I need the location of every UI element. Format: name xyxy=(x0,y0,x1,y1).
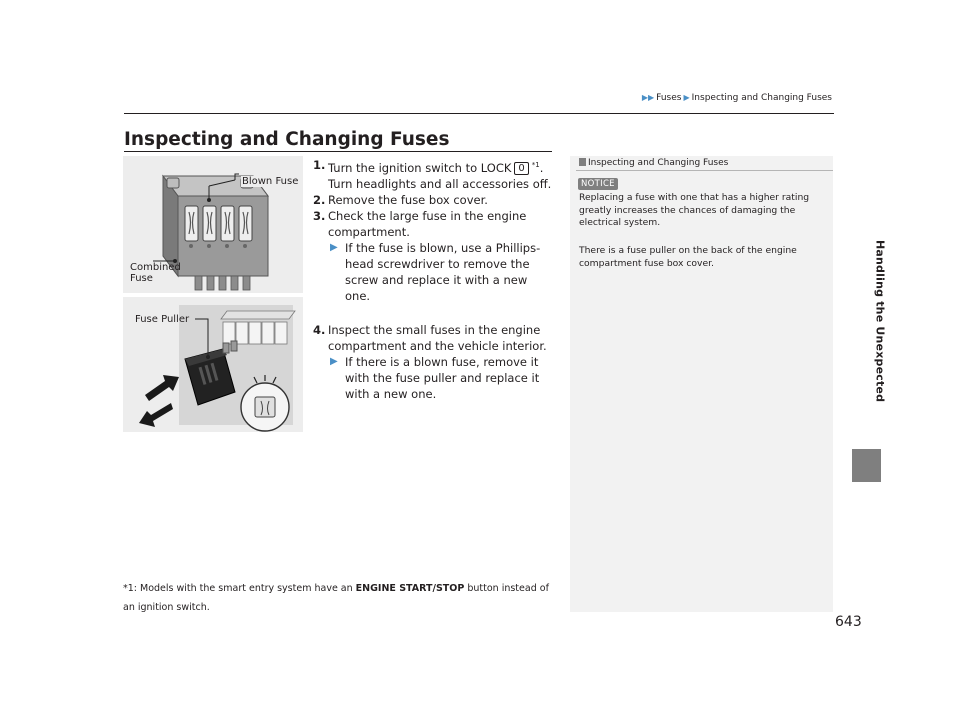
breadcrumb-arrow-icon: ▶▶ xyxy=(641,93,655,102)
step-text-cont: . Turn headlights and all accessories off. xyxy=(328,160,552,191)
step-2 xyxy=(313,192,555,208)
footnote xyxy=(123,579,563,617)
footnote-marker: *1: xyxy=(123,583,137,594)
key-position-icon: 0 xyxy=(514,162,528,175)
step-text: Check the large fuse in the engine compartment. xyxy=(328,208,527,239)
step-4 xyxy=(313,322,555,354)
note-divider xyxy=(576,170,833,171)
step-3-substep xyxy=(328,240,555,304)
steps-list xyxy=(313,157,555,402)
step-text: Inspect the small fuses in the engine compartment and the vehicle interior. xyxy=(328,322,547,353)
breadcrumb-item[interactable]: Inspecting and Changing Fuses xyxy=(691,93,832,103)
title-divider xyxy=(124,151,552,152)
note-paragraph-2: There is a fuse puller on the back of the engine compartment fuse box cover. xyxy=(579,245,797,269)
breadcrumb-item[interactable]: Fuses xyxy=(656,93,682,103)
breadcrumb-arrow-icon: ▶ xyxy=(683,93,690,102)
breadcrumb xyxy=(612,93,834,103)
note-paragraph-1: Replacing a fuse with one that has a higher rating greatly increases the chances of damaging the electrical system. xyxy=(579,192,810,228)
step-number: 2. xyxy=(313,192,326,207)
note-marker-icon xyxy=(579,158,586,166)
substep-arrow-icon: ▶ xyxy=(330,355,338,367)
page-title: Inspecting and Changing Fuses xyxy=(124,129,450,150)
footnote-text-cont: button instead of an ignition switch. xyxy=(123,583,549,613)
blown-fuse-callout: Blown Fuse xyxy=(242,176,299,187)
step-number: 4. xyxy=(313,322,326,337)
page-number: 643 xyxy=(835,614,862,630)
footnote-text: Models with the smart entry system have an xyxy=(137,583,356,594)
step-1 xyxy=(313,157,555,192)
fuse-puller-figure xyxy=(123,297,303,432)
step-4-substep xyxy=(328,354,555,402)
substep-text: If there is a blown fuse, remove it with the fuse puller and replace it with a new one. xyxy=(345,354,540,401)
step-number: 1. xyxy=(313,158,326,172)
combined-fuse-callout-line2: Fuse xyxy=(130,273,153,284)
side-tab-label[interactable]: Handling the Unexpected xyxy=(873,239,887,403)
notice-badge: NOTICE xyxy=(578,178,618,190)
footnote-bold-text: ENGINE START/STOP xyxy=(355,583,465,594)
substep-arrow-icon: ▶ xyxy=(330,241,338,253)
step-text: Turn the ignition switch to LOCK xyxy=(328,160,512,175)
note-heading xyxy=(579,158,728,168)
step-3 xyxy=(313,208,555,240)
combined-fuse-figure xyxy=(123,156,303,293)
header-divider xyxy=(124,113,834,114)
side-tab-marker xyxy=(852,449,881,482)
footnote-ref[interactable]: *1 xyxy=(531,161,540,169)
substep-text: If the fuse is blown, use a Phillips-head screwdriver to remove the screw and replace it with a new one. xyxy=(345,240,541,303)
note-heading-text: Inspecting and Changing Fuses xyxy=(588,158,729,168)
step-text: Remove the fuse box cover. xyxy=(328,192,488,207)
fuse-puller-callout: Fuse Puller xyxy=(135,314,190,325)
combined-fuse-callout-line1: Combined xyxy=(130,262,181,273)
step-number: 3. xyxy=(313,208,326,223)
